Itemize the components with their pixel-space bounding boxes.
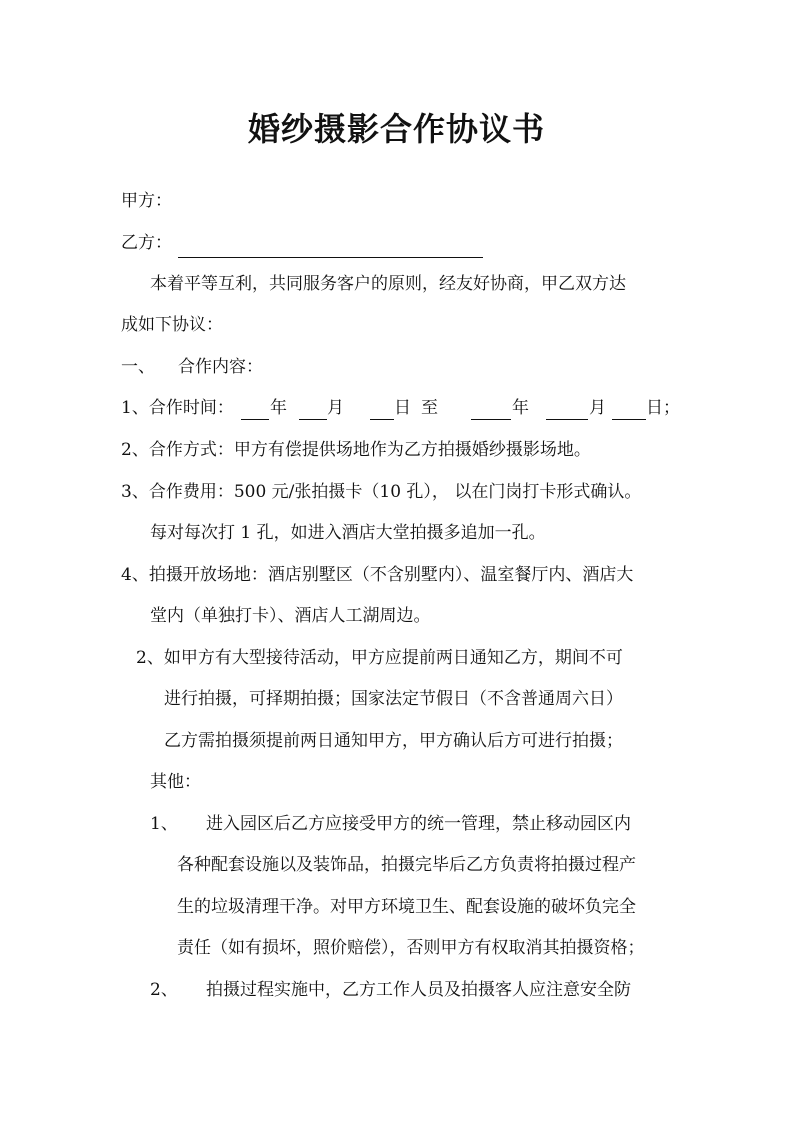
other-1-line-1: 进入园区后乙方应接受甲方的统一管理，禁止移动园区内 xyxy=(206,814,631,834)
blank-month-1 xyxy=(299,419,327,420)
party-b-blank-line xyxy=(178,257,483,258)
label-day-1: 日 xyxy=(394,398,411,418)
item-3-line-1: 3、合作费用：500 元/张拍摄卡（10 孔）， 以在门岗打卡形式确认。 xyxy=(121,482,642,502)
party-a-label: 甲方： xyxy=(121,191,172,211)
label-year-1: 年 xyxy=(270,398,287,418)
other-1-line-4: 责任（如有损坏，照价赔偿），否则甲方有权取消其拍摄资格； xyxy=(177,938,645,958)
party-b-row xyxy=(121,231,172,255)
item-4-line-1: 4、拍摄开放场地：酒店别墅区（不含别墅内）、温室餐厅内、酒店大 xyxy=(121,565,634,585)
label-month-1: 月 xyxy=(327,398,344,418)
label-to: 至 xyxy=(421,398,438,418)
sub-2-line-2: 进行拍摄，可择期拍摄；国家法定节假日（不含普通周六日） xyxy=(164,689,623,709)
section-1-heading: 合作内容： xyxy=(178,357,263,377)
blank-month-2 xyxy=(546,419,588,420)
other-1-line-3: 生的垃圾清理干净。对甲方环境卫生、配套设施的破坏负完全 xyxy=(177,897,636,917)
label-day-2: 日； xyxy=(646,398,680,418)
item-1-prefix: 1、合作时间： xyxy=(121,398,234,418)
other-1-line-2: 各种配套设施以及装饰品，拍摄完毕后乙方负责将拍摄过程产 xyxy=(177,855,636,875)
other-2-line-1: 拍摄过程实施中，乙方工作人员及拍摄客人应注意安全防 xyxy=(206,980,631,1000)
blank-year-1 xyxy=(241,419,269,420)
item-2: 2、合作方式：甲方有偿提供场地作为乙方拍摄婚纱摄影场地。 xyxy=(121,440,591,460)
item-3-line-2: 每对每次打 1 孔，如进入酒店大堂拍摄多追加一孔。 xyxy=(150,523,546,543)
sub-2-line-3: 乙方需拍摄须提前两日通知甲方，甲方确认后方可进行拍摄； xyxy=(164,731,623,751)
other-1-num: 1、 xyxy=(150,814,178,834)
blank-day-1 xyxy=(370,419,394,420)
blank-day-2 xyxy=(612,419,646,420)
other-2-num: 2、 xyxy=(150,980,178,1000)
document-title: 婚纱摄影合作协议书 xyxy=(247,110,545,148)
intro-line-2: 成如下协议： xyxy=(121,315,223,335)
intro-line-1: 本着平等互利，共同服务客户的原则，经友好协商，甲乙双方达 xyxy=(150,274,626,294)
label-month-2: 月 xyxy=(589,398,606,418)
other-heading: 其他： xyxy=(150,772,201,792)
sub-2-line-1: 2、如甲方有大型接待活动，甲方应提前两日通知乙方，期间不可 xyxy=(136,648,623,668)
section-1-heading-num: 一、 xyxy=(121,357,155,377)
blank-year-2 xyxy=(471,419,511,420)
label-year-2: 年 xyxy=(512,398,529,418)
party-b-label: 乙方： xyxy=(121,233,172,253)
item-4-line-2: 堂内（单独打卡）、酒店人工湖周边。 xyxy=(150,606,431,626)
